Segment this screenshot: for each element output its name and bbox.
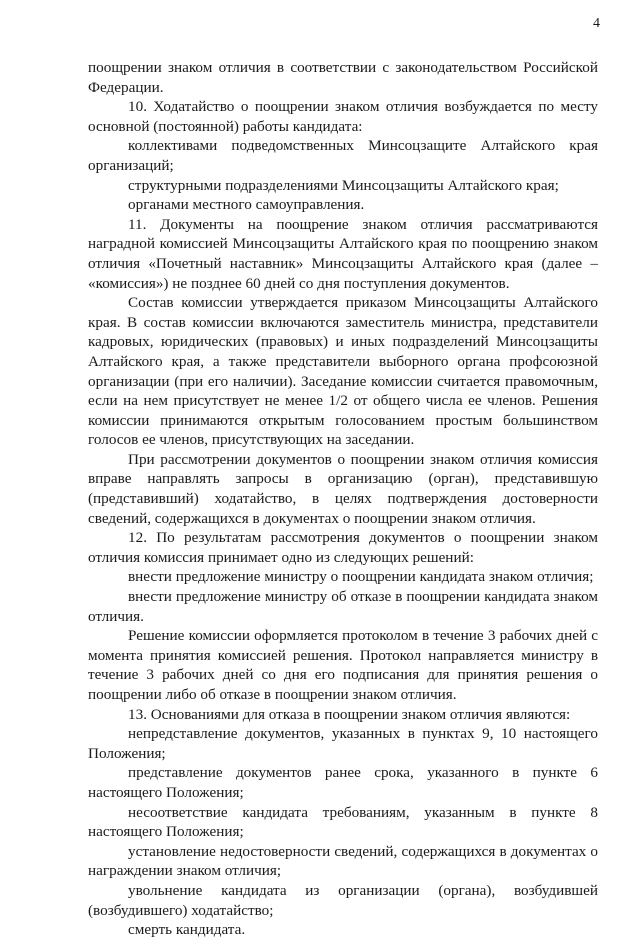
list-item: коллективами подведомственных Минсоцзащите Алтайского края организаций;	[88, 137, 598, 174]
list-item: структурными подразделениями Минсоцзащиты Алтайского края;	[128, 176, 559, 194]
list-item: увольнение кандидата из организации (органа), возбудившей (возбудившего) ходатайство;	[88, 881, 598, 919]
paragraph-10: 10. Ходатайство о поощрении знаком отличия возбуждается по месту основной (постоянной) работы кандидата:	[88, 98, 598, 135]
paragraph-commission-requests: При рассмотрении документов о поощрении знаком отличия комиссия вправе направлять запросы в организацию (орган), представившую (представивший) ходатайство, в целях подтверждения достоверности сведений, содержащихся в документах о поощрении знаком отличия.	[88, 450, 598, 527]
paragraph-12: 12. По результатам рассмотрения документов о поощрении знаком отличия комиссия принимает одно из следующих решений:	[88, 529, 598, 566]
list-item: установление недостоверности сведений, содержащихся в документах о награждении знаком отличия;	[88, 842, 598, 880]
list-item: органами местного самоуправления.	[128, 196, 365, 214]
list-item: смерть кандидата.	[128, 921, 246, 939]
list-item: несоответствие кандидата требованиям, указанным в пункте 8 настоящего Положения;	[88, 803, 598, 841]
paragraph-continuation: поощрении знаком отличия в соответствии с законодательством Российской Федерации.	[88, 59, 598, 96]
document-body	[88, 58, 598, 940]
list-item: представление документов ранее срока, указанного в пункте 6 настоящего Положения;	[88, 764, 598, 801]
paragraph-protocol: Решение комиссии оформляется протоколом в течение 3 рабочих дней с момента принятия комиссией решения. Протокол направляется министру в течение 3 рабочих дней со дня его подписания для принятия решения о поощрении либо об отказе в поощрении знаком отличия.	[88, 627, 598, 703]
page-number: 4	[593, 16, 600, 31]
list-item: внести предложение министру о поощрении кандидата знаком отличия;	[128, 568, 594, 586]
paragraph-11: 11. Документы на поощрение знаком отличия рассматриваются наградной комиссией Минсоцзащиты Алтайского края по поощрению знаком отличия «Почетный наставник» Минсоцзащиты Алтайского края (далее – «комиссия») не позднее 60 дней со дня поступления документов.	[88, 215, 598, 292]
paragraph-commission-composition: Состав комиссии утверждается приказом Минсоцзащиты Алтайского края. В состав комиссии включаются заместитель министра, представители кадровых, юридических (правовых) и иных подразделений Минсоцзащиты Алтайского края, а также представители выборного органа профсоюзной организации (при его наличии). Заседание комиссии считается правомочным, если на нем присутствует не менее 1/2 от общего числа ее членов. Решения комиссии принимаются открытым голосованием простым большинством голосов ее членов, присутствующих на заседании.	[88, 294, 598, 449]
paragraph-13: 13. Основаниями для отказа в поощрении знаком отличия являются:	[128, 705, 571, 723]
list-item: внести предложение министру об отказе в поощрении кандидата знаком отличия.	[88, 588, 598, 625]
list-item: непредставление документов, указанных в пунктах 9, 10 настоящего Положения;	[88, 725, 598, 762]
